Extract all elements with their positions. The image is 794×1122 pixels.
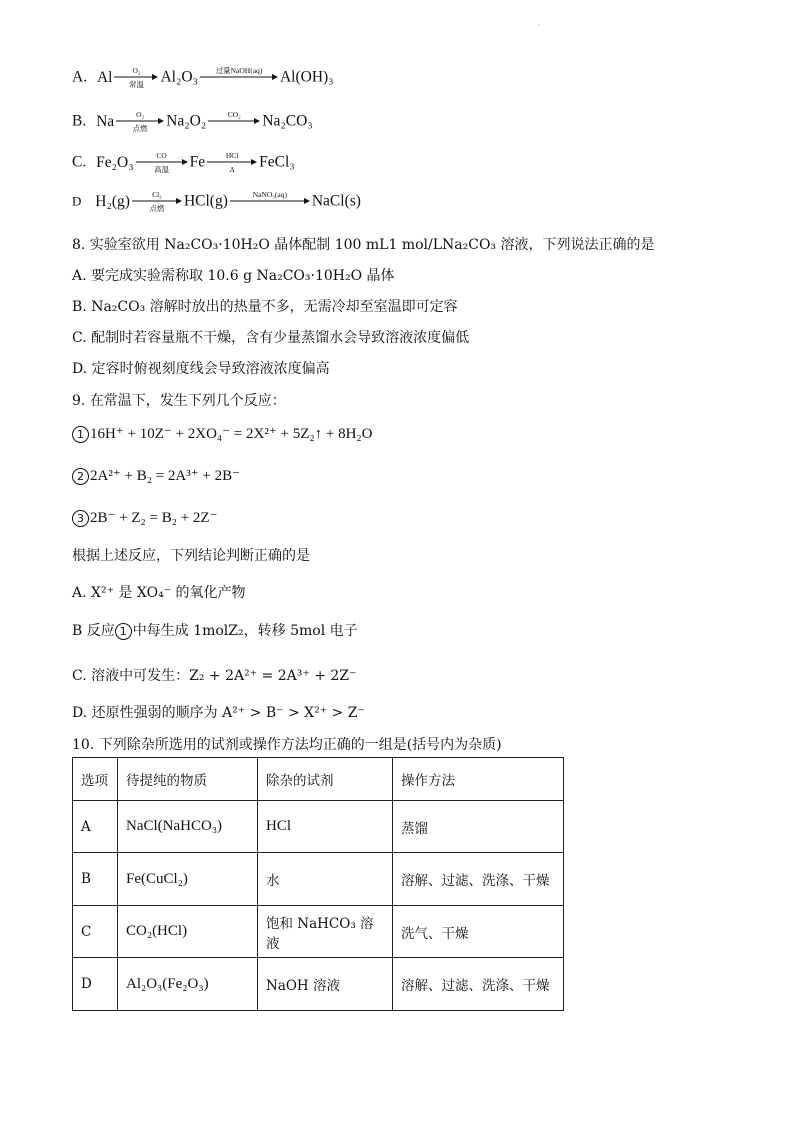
arrow-top-condition: O₂	[136, 110, 145, 119]
q8-option-c: C. 配制时若容量瓶不干燥，含有少量蒸馏水会导致溶液浓度偏低	[72, 330, 470, 346]
option-label: B.	[72, 112, 87, 130]
circled-number: 1	[72, 426, 89, 443]
arrow-top-condition: Cl₂	[152, 190, 162, 199]
q7-option-c	[72, 151, 295, 175]
arrow-top-condition: CO	[156, 151, 167, 160]
table-cell: NaOH 溶液	[258, 958, 393, 1011]
table-row	[73, 853, 564, 906]
table-cell: 洗气、干燥	[393, 906, 564, 958]
species: Fe	[189, 153, 206, 171]
q9-option-a: A. X²⁺ 是 XO₄⁻ 的氧化产物	[72, 585, 246, 601]
species: HCl(g)	[183, 192, 228, 210]
q9-lead: 根据上述反应，下列结论判断正确的是	[72, 548, 310, 564]
q10-stem: 10. 下列除杂所选用的试剂或操作方法均正确的一组是(括号内为杂质)	[72, 737, 502, 753]
table-cell: C	[73, 906, 118, 958]
reaction-equation: 2B⁻ + Z₂ = B₂ + 2Z⁻	[90, 510, 218, 526]
q9-stem: 9. 在常温下，发生下列几个反应：	[72, 393, 286, 409]
table-cell: NaCl(NaHCO₃)	[118, 801, 258, 853]
species: NaCl(s)	[311, 192, 361, 210]
species: Na₂O₂	[166, 112, 207, 130]
q9-reaction-3	[72, 508, 218, 527]
reaction-arrow	[136, 151, 188, 175]
reaction-arrow	[207, 151, 257, 175]
q9-reaction-2	[72, 466, 240, 485]
option-label: C.	[72, 153, 87, 171]
reaction-equation: 2A²⁺ + B₂ = 2A³⁺ + 2B⁻	[90, 468, 241, 484]
reaction-arrow	[132, 190, 182, 214]
reaction-equation: 16H⁺ + 10Z⁻ + 2XO₄⁻ = 2X²⁺ + 5Z₂↑ + 8H₂O	[90, 426, 373, 442]
q9-option-b	[72, 620, 358, 640]
table-cell: Al₂O₃(Fe₂O₃)	[118, 958, 258, 1011]
table-cell: 饱和 NaHCO₃ 溶液	[258, 906, 393, 958]
species: Na₂CO₃	[262, 112, 313, 130]
arrow-top-condition: CO₂	[227, 110, 241, 119]
reaction-arrow	[208, 110, 260, 134]
q7-option-d	[72, 190, 361, 214]
q7-option-b	[72, 110, 313, 134]
species: Na	[96, 112, 115, 130]
table-cell: A	[73, 801, 118, 853]
species: Fe₂O₃	[96, 153, 134, 171]
arrow-line	[208, 118, 260, 124]
q9-reaction-1	[72, 424, 372, 443]
species: Al₂O₃	[160, 68, 198, 86]
reaction-arrow	[230, 190, 310, 214]
species: Al(OH)₃	[279, 68, 334, 86]
header-cell: 操作方法	[393, 758, 564, 801]
corner-dot: .	[538, 20, 540, 27]
q8-option-b: B. Na₂CO₃ 溶解时放出的热量不多，无需冷却至室温即可定容	[72, 299, 458, 315]
option-b-text: 中每生成 1molZ₂，转移 5mol 电子	[132, 623, 358, 639]
arrow-top-condition: 过量NaOH(aq)	[215, 66, 263, 75]
option-label: A.	[72, 68, 88, 86]
arrow-top-condition: NaNO₃(aq)	[252, 190, 287, 199]
circled-number: 2	[72, 468, 89, 485]
circled-number: 1	[115, 623, 132, 640]
table-cell: 水	[258, 853, 393, 906]
circled-number: 3	[72, 510, 89, 527]
reaction-arrow	[114, 66, 158, 90]
arrow-bottom-condition: 点燃	[149, 204, 165, 213]
table-row	[73, 801, 564, 853]
table-cell: CO₂(HCl)	[118, 906, 258, 958]
q7-option-a	[72, 66, 334, 90]
arrow-bottom-condition: Δ	[229, 165, 235, 174]
table-cell: 蒸馏	[393, 801, 564, 853]
species: H₂(g)	[95, 192, 130, 210]
header-cell: 选项	[73, 758, 118, 801]
table-header-row	[73, 758, 564, 801]
table-cell: B	[73, 853, 118, 906]
table-cell: 溶解、过滤、洗涤、干燥	[393, 853, 564, 906]
arrow-bottom-condition: 高温	[154, 165, 170, 174]
table-cell: Fe(CuCl₂)	[118, 853, 258, 906]
species: FeCl₃	[259, 153, 295, 171]
header-cell: 除杂的试剂	[258, 758, 393, 801]
reaction-arrow	[200, 66, 278, 90]
table-cell: HCl	[258, 801, 393, 853]
arrow-line	[230, 198, 310, 204]
species: Al	[96, 68, 113, 86]
table-row	[73, 906, 564, 958]
arrow-top-condition: O₂	[132, 66, 141, 75]
arrow-bottom-condition: 点燃	[132, 124, 148, 133]
arrow-bottom-condition: 常温	[128, 80, 144, 89]
option-b-prefix: B 反应	[72, 623, 115, 639]
q9-option-c: C. 溶液中可发生：Z₂ + 2A²⁺ = 2A³⁺ + 2Z⁻	[72, 668, 357, 684]
table-row	[73, 958, 564, 1011]
table-cell: D	[73, 958, 118, 1011]
arrow-top-condition: HCl	[225, 151, 239, 160]
q8-option-d: D. 定容时俯视刻度线会导致溶液浓度偏高	[72, 361, 330, 377]
impurity-removal-table	[72, 757, 564, 1011]
q8-option-a: A. 要完成实验需称取 10.6 g Na₂CO₃·10H₂O 晶体	[72, 268, 395, 284]
reaction-arrow	[116, 110, 164, 134]
table-cell: 溶解、过滤、洗涤、干燥	[393, 958, 564, 1011]
option-label: D	[72, 193, 82, 209]
arrow-line	[200, 74, 278, 80]
header-cell: 待提纯的物质	[118, 758, 258, 801]
q9-option-d: D. 还原性强弱的顺序为 A²⁺ > B⁻ > X²⁺ > Z⁻	[72, 705, 365, 721]
q8-stem: 8. 实验室欲用 Na₂CO₃·10H₂O 晶体配制 100 mL1 mol/LNa₂CO₃ 溶液，下列说法正确的是	[72, 237, 655, 253]
